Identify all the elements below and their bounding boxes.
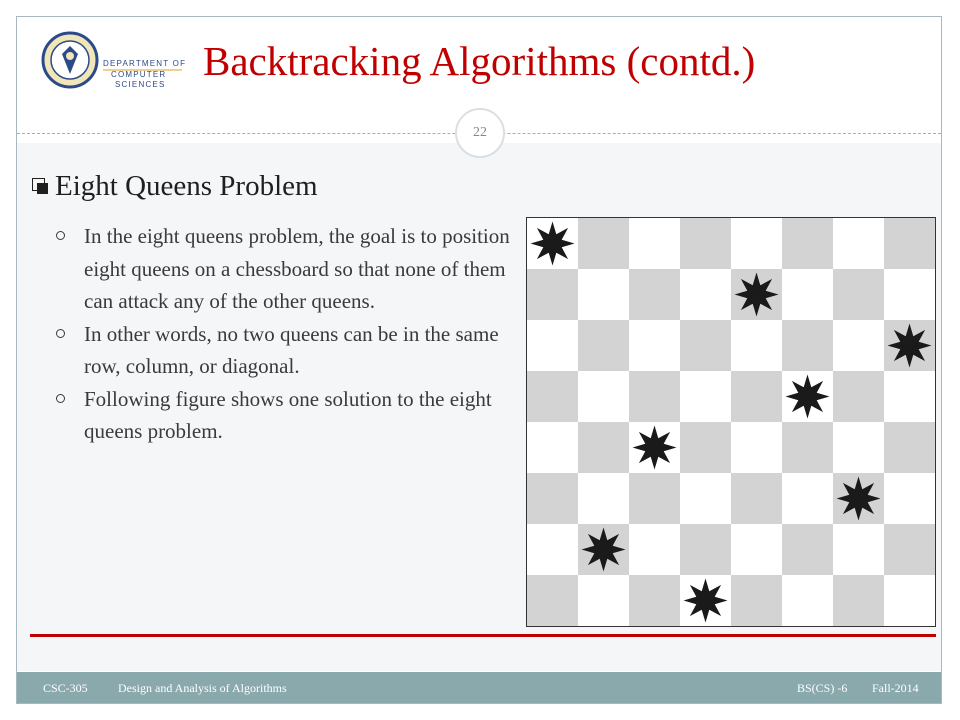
board-square	[833, 575, 884, 626]
board-square	[884, 269, 935, 320]
slide-title: Backtracking Algorithms (contd.)	[203, 38, 756, 84]
bullet-text: In other words, no two queens can be in the same row, column, or diagonal.	[84, 321, 499, 378]
board-square	[731, 524, 782, 575]
board-square	[629, 575, 680, 626]
board-square	[731, 218, 782, 269]
footer-subject: Design and Analysis of Algorithms	[118, 681, 287, 695]
circle-bullet-icon	[56, 394, 65, 403]
board-square	[527, 371, 578, 422]
logo-line-2: COMPUTER	[111, 70, 167, 79]
circle-bullet-icon	[56, 231, 65, 240]
board-square	[731, 422, 782, 473]
board-square	[578, 473, 629, 524]
board-square	[833, 320, 884, 371]
star-icon	[786, 375, 830, 419]
board-square	[527, 269, 578, 320]
board-square	[527, 473, 578, 524]
page-number: 22	[455, 108, 505, 158]
star-icon	[888, 324, 932, 368]
board-square	[527, 320, 578, 371]
board-square	[884, 473, 935, 524]
board-square	[578, 575, 629, 626]
board-square	[680, 269, 731, 320]
square-bullet-icon	[32, 178, 49, 195]
board-square	[884, 371, 935, 422]
board-square	[782, 269, 833, 320]
board-square	[782, 218, 833, 269]
board-square	[629, 473, 680, 524]
board-square	[629, 371, 680, 422]
board-square	[731, 473, 782, 524]
board-square	[731, 371, 782, 422]
board-square	[629, 269, 680, 320]
bullet-list	[50, 220, 520, 448]
footer-course: CSC-305	[43, 681, 88, 695]
board-square	[782, 473, 833, 524]
board-square	[578, 422, 629, 473]
star-icon	[684, 579, 728, 623]
logo-line-1: DEPARTMENT OF	[103, 59, 187, 68]
logo-line-3: SCIENCES	[115, 80, 166, 89]
board-square	[629, 320, 680, 371]
board-square	[833, 422, 884, 473]
footer-term: Fall-2014	[872, 681, 919, 695]
board-square	[884, 575, 935, 626]
board-square	[680, 218, 731, 269]
bullet-text: Following figure shows one solution to the eight queens problem.	[84, 386, 492, 443]
star-icon	[837, 477, 881, 521]
star-icon	[735, 273, 779, 317]
bullet-text: In the eight queens problem, the goal is to position eight queens on a chessboard so that none of them can attack any of the other queens.	[84, 224, 510, 313]
footer-program: BS(CS) -6	[797, 681, 848, 695]
board-square	[527, 524, 578, 575]
board-square	[680, 473, 731, 524]
footer-bar	[17, 672, 941, 703]
board-square	[731, 575, 782, 626]
bullet-item	[50, 220, 520, 318]
board-square	[782, 575, 833, 626]
board-square	[782, 320, 833, 371]
board-square	[782, 422, 833, 473]
section-heading	[32, 170, 318, 203]
section-heading-text: Eight Queens Problem	[55, 170, 318, 202]
board-square	[884, 524, 935, 575]
board-square	[833, 218, 884, 269]
bullet-item	[50, 383, 520, 448]
star-icon	[633, 426, 677, 470]
board-square	[680, 320, 731, 371]
board-square	[833, 524, 884, 575]
board-square	[578, 218, 629, 269]
board-square	[527, 575, 578, 626]
circle-bullet-icon	[56, 329, 65, 338]
board-square	[680, 371, 731, 422]
board-square	[578, 320, 629, 371]
board-square	[884, 422, 935, 473]
board-square	[680, 422, 731, 473]
accent-line	[30, 634, 936, 637]
board-square	[782, 524, 833, 575]
board-square	[833, 371, 884, 422]
board-square	[629, 524, 680, 575]
board-square	[578, 371, 629, 422]
board-square	[884, 218, 935, 269]
star-icon	[531, 222, 575, 266]
department-logo	[40, 22, 190, 102]
chessboard-figure	[526, 217, 936, 627]
star-icon	[582, 528, 626, 572]
board-square	[731, 320, 782, 371]
board-square	[833, 269, 884, 320]
board-square	[527, 422, 578, 473]
board-square	[578, 269, 629, 320]
board-square	[629, 218, 680, 269]
bullet-item	[50, 318, 520, 383]
board-square	[680, 524, 731, 575]
